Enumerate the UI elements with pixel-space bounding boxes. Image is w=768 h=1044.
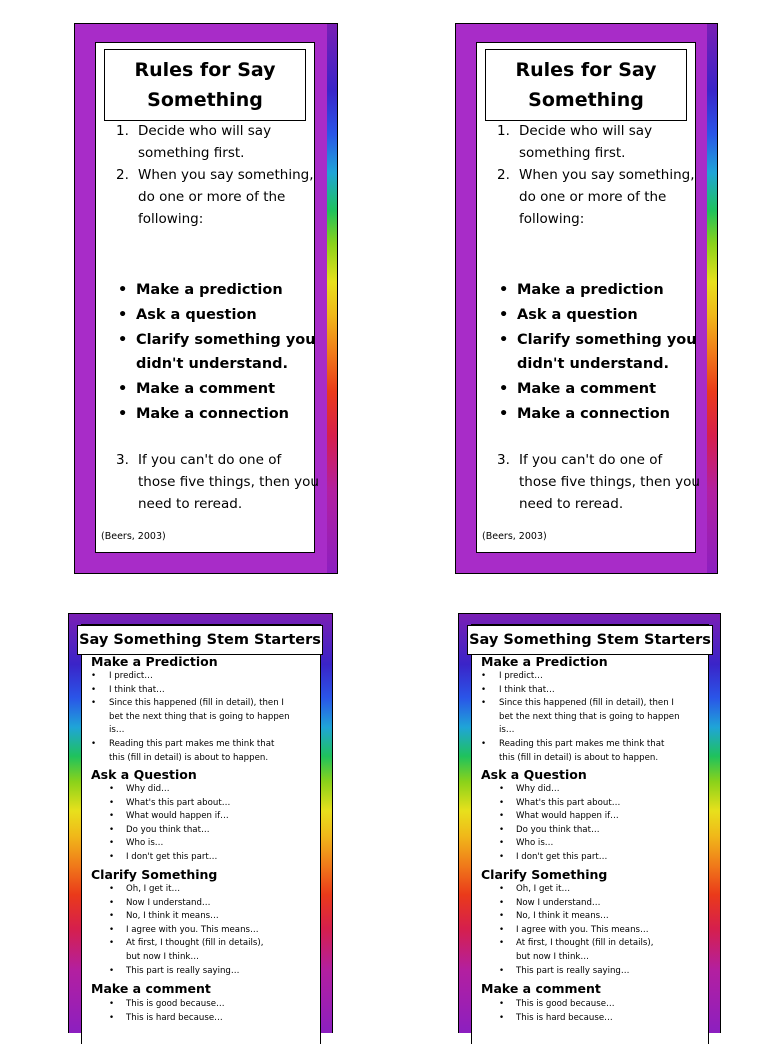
bullet-dot: •	[109, 838, 115, 849]
list-item-text: This is hard because…	[516, 1012, 613, 1023]
bullet-dot: •	[481, 698, 487, 709]
step-text: need to reread.	[138, 496, 243, 512]
list-item-text: I don't get this part…	[516, 852, 608, 862]
bullet-dot: •	[109, 1012, 115, 1023]
bullet-dot: •	[91, 739, 97, 749]
rules-title-line1: Rules for Say	[515, 59, 657, 81]
bullet-text: Make a comment	[136, 381, 276, 397]
bullet-text: didn't understand.	[136, 356, 289, 372]
bullet-text: Ask a question	[136, 307, 257, 323]
bullet-dot: •	[118, 406, 128, 422]
bullet-dot: •	[499, 938, 505, 949]
bullet-dot: •	[109, 897, 115, 908]
bullet-text: Make a prediction	[136, 282, 283, 298]
list-item-text: Reading this part makes me think that	[109, 739, 275, 749]
bullet-dot: •	[499, 852, 505, 862]
bullet-dot: •	[499, 381, 509, 397]
section-heading-prediction: Make a Prediction	[91, 654, 218, 669]
bullet-dot: •	[118, 381, 128, 397]
bullet-dot: •	[499, 824, 505, 835]
list-item-text: bet the next thing that is going to happen	[499, 711, 680, 722]
rules-card-inner	[476, 42, 700, 553]
step-number: 3.	[116, 452, 129, 468]
bullet-dot: •	[481, 684, 487, 695]
list-item-text: This is good because…	[126, 999, 225, 1009]
bullet-dot: •	[91, 698, 97, 709]
step-number: 3.	[497, 452, 510, 468]
bullet-text: Make a comment	[517, 381, 657, 397]
bullet-text: Make a connection	[136, 406, 290, 422]
step-text: following:	[138, 211, 204, 227]
rules-card-right	[455, 23, 718, 574]
step-text: those five things, then you	[138, 474, 319, 490]
section-heading-question: Ask a Question	[481, 767, 587, 782]
list-item-text: This is hard because…	[126, 1012, 223, 1023]
list-item-text: Oh, I get it…	[516, 884, 571, 894]
step-text: something first.	[138, 145, 245, 161]
list-item-text: I agree with you. This means…	[516, 924, 649, 935]
list-item-text: At first, I thought (fill in details),	[516, 938, 654, 949]
step-number: 1.	[116, 123, 129, 139]
step-text: something first.	[519, 145, 626, 161]
bullet-dot: •	[499, 332, 509, 348]
list-item-text: I agree with you. This means…	[126, 924, 259, 935]
step-text: do one or more of the	[138, 189, 286, 205]
list-item-text: Now I understand…	[516, 897, 601, 908]
list-item-text: What would happen if…	[516, 811, 619, 822]
list-item-text: Reading this part makes me think that	[499, 739, 665, 749]
bullet-dot: •	[499, 797, 505, 808]
bullet-dot: •	[91, 671, 97, 681]
step-text: When you say something,	[519, 167, 695, 183]
list-item-text: No, I think it means…	[516, 911, 609, 922]
citation: (Beers, 2003)	[482, 531, 547, 542]
step-text: If you can't do one of	[138, 452, 282, 468]
list-item-text: What's this part about…	[516, 797, 621, 808]
list-item-text: This is good because…	[516, 999, 615, 1009]
step-text: Decide who will say	[138, 123, 272, 139]
step-text: do one or more of the	[519, 189, 667, 205]
list-item-text: What's this part about…	[126, 797, 231, 808]
stem-card-left	[68, 613, 333, 1033]
stem-card-right	[458, 613, 721, 1033]
bullet-dot: •	[109, 852, 115, 862]
bullet-text: Clarify something you	[136, 332, 316, 348]
bullet-dot: •	[499, 784, 505, 794]
list-item-text: I predict…	[499, 671, 543, 681]
bullet-text: didn't understand.	[517, 356, 670, 372]
bullet-dot: •	[109, 938, 115, 949]
list-item-text: I don't get this part…	[126, 852, 218, 862]
bullet-text: Make a connection	[517, 406, 671, 422]
list-item-text: At first, I thought (fill in details),	[126, 938, 264, 949]
stem-card-inner	[81, 624, 321, 1044]
bullet-dot: •	[499, 911, 505, 922]
section-heading-question: Ask a Question	[91, 767, 197, 782]
list-item-text: this (fill in detail) is about to happen.	[109, 752, 269, 763]
step-number: 2.	[116, 167, 129, 183]
bullet-dot: •	[481, 671, 487, 681]
bullet-dot: •	[499, 924, 505, 935]
step-text: those five things, then you	[519, 474, 700, 490]
list-item-text: Oh, I get it…	[126, 884, 181, 894]
bullet-dot: •	[109, 884, 115, 894]
step-text: following:	[519, 211, 585, 227]
step-text: need to reread.	[519, 496, 624, 512]
list-item-text: bet the next thing that is going to happen	[109, 711, 290, 722]
list-item-text: Who is…	[126, 838, 164, 849]
list-item-text: Now I understand…	[126, 897, 211, 908]
list-item-text: No, I think it means…	[126, 911, 219, 922]
list-item-text: Why did…	[516, 784, 560, 794]
rules-card-inner	[95, 42, 319, 553]
section-heading-comment: Make a comment	[481, 981, 601, 996]
rainbow-border-right	[707, 24, 717, 573]
bullet-dot: •	[499, 999, 505, 1009]
section-heading-prediction: Make a Prediction	[481, 654, 608, 669]
list-item-text: I predict…	[109, 671, 153, 681]
bullet-dot: •	[499, 884, 505, 894]
list-item-text: I think that…	[499, 684, 555, 695]
list-item-text: Do you think that…	[126, 824, 210, 835]
list-item-text: Since this happened (fill in detail), then I	[109, 698, 284, 709]
bullet-dot: •	[499, 965, 505, 976]
rules-title-line2: Something	[147, 89, 263, 111]
section-heading-clarify: Clarify Something	[91, 867, 218, 882]
list-item-text: Why did…	[126, 784, 170, 794]
bullet-dot: •	[109, 911, 115, 922]
list-item-text: Who is…	[516, 838, 554, 849]
bullet-text: Make a prediction	[517, 282, 664, 298]
list-item-text: Do you think that…	[516, 824, 600, 835]
rules-title-line2: Something	[528, 89, 644, 111]
list-item-text: This part is really saying…	[126, 965, 240, 976]
bullet-dot: •	[499, 811, 505, 822]
bullet-dot: •	[118, 307, 128, 323]
bullet-dot: •	[499, 1012, 505, 1023]
bullet-dot: •	[481, 739, 487, 749]
step-number: 2.	[497, 167, 510, 183]
bullet-dot: •	[109, 824, 115, 835]
bullet-dot: •	[499, 307, 509, 323]
step-number: 1.	[497, 123, 510, 139]
bullet-dot: •	[118, 282, 128, 298]
list-item-text: is…	[109, 725, 125, 736]
rainbow-border-right	[327, 24, 337, 573]
section-heading-comment: Make a comment	[91, 981, 211, 996]
bullet-dot: •	[499, 406, 509, 422]
step-text: When you say something,	[138, 167, 314, 183]
bullet-dot: •	[499, 838, 505, 849]
bullet-dot: •	[109, 784, 115, 794]
rules-title-line1: Rules for Say	[134, 59, 276, 81]
list-item-text: Since this happened (fill in detail), then I	[499, 698, 674, 709]
stem-title: Say Something Stem Starters	[77, 625, 323, 655]
list-item-text: but now I think…	[126, 952, 199, 962]
bullet-dot: •	[499, 282, 509, 298]
stem-card-inner	[471, 624, 709, 1044]
bullet-dot: •	[499, 897, 505, 908]
rules-title-box	[104, 49, 306, 121]
bullet-text: Clarify something you	[517, 332, 697, 348]
step-text: Decide who will say	[519, 123, 653, 139]
rules-title-box	[485, 49, 687, 121]
list-item-text: but now I think…	[516, 952, 589, 962]
list-item-text: this (fill in detail) is about to happen.	[499, 752, 659, 763]
bullet-dot: •	[109, 811, 115, 822]
list-item-text: is…	[499, 725, 515, 736]
rules-card-left	[74, 23, 338, 574]
bullet-dot: •	[109, 924, 115, 935]
bullet-dot: •	[109, 965, 115, 976]
bullet-dot: •	[109, 999, 115, 1009]
bullet-dot: •	[118, 332, 128, 348]
list-item-text: I think that…	[109, 684, 165, 695]
stem-title: Say Something Stem Starters	[467, 625, 713, 655]
section-heading-clarify: Clarify Something	[481, 867, 608, 882]
bullet-text: Ask a question	[517, 307, 638, 323]
bullet-dot: •	[109, 797, 115, 808]
bullet-dot: •	[91, 684, 97, 695]
list-item-text: This part is really saying…	[516, 965, 630, 976]
step-text: If you can't do one of	[519, 452, 663, 468]
citation: (Beers, 2003)	[101, 531, 166, 542]
list-item-text: What would happen if…	[126, 811, 229, 822]
